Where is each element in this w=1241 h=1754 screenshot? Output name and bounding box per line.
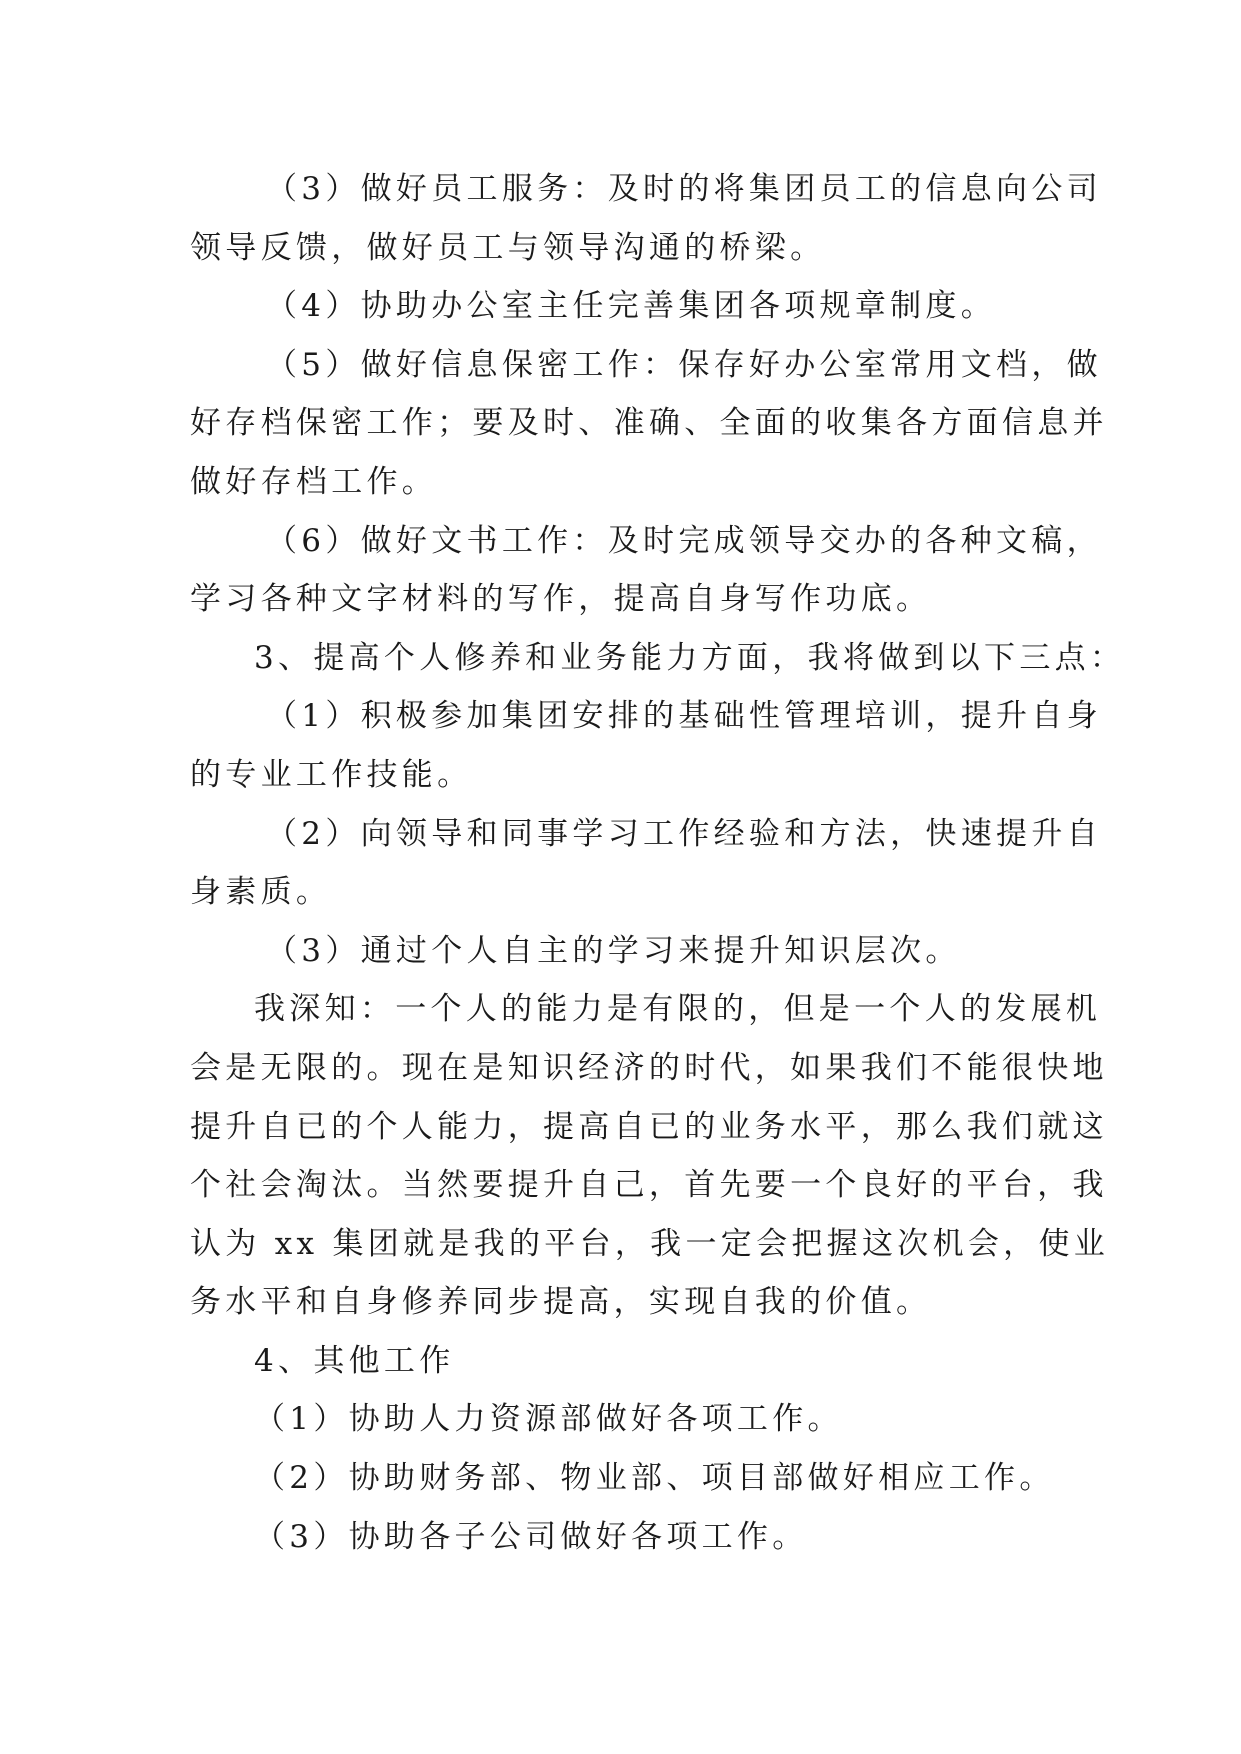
text-line: （5）做好信息保密工作：保存好办公室常用文档，做 [266, 346, 1102, 383]
section-heading: 4、其他工作 [254, 1342, 455, 1379]
text-line: 会是无限的。现在是知识经济的时代，如果我们不能很快地 [190, 1049, 1108, 1086]
text-line: （3）做好员工服务：及时的将集团员工的信息向公司 [266, 171, 1102, 207]
text-line: 的专业工作技能。 [190, 756, 473, 793]
text-line: （4）协助办公室主任完善集团各项规章制度。 [266, 288, 997, 325]
text-line: （3）通过个人自主的学习来提升知识层次。 [266, 932, 961, 969]
text-line: 学习各种文字材料的写作，提高自身写作功底。 [190, 581, 932, 618]
text-line: 好存档保密工作；要及时、准确、全面的收集各方面信息并 [190, 405, 1108, 442]
section-heading: 3、提高个人修养和业务能力方面，我将做到以下三点： [254, 639, 1126, 676]
text-line: 务水平和自身修养同步提高，实现自我的价值。 [190, 1284, 932, 1321]
text-line: （6）做好文书工作：及时完成领导交办的各种文稿， [266, 522, 1102, 559]
text-line: 提升自已的个人能力，提高自已的业务水平，那么我们就这 [190, 1108, 1108, 1145]
document-body [190, 160, 1126, 1566]
text-line: （1）协助人力资源部做好各项工作。 [254, 1401, 843, 1438]
text-line: 领导反馈，做好员工与领导沟通的桥梁。 [190, 229, 826, 266]
text-line: 做好存档工作。 [190, 463, 438, 500]
text-line: （2）向领导和同事学习工作经验和方法，快速提升自 [266, 815, 1102, 852]
text-line: （3）协助各子公司做好各项工作。 [254, 1518, 808, 1555]
text-line: 身素质。 [190, 874, 332, 911]
text-line: 我深知：一个人的能力是有限的，但是一个人的发展机 [254, 991, 1102, 1028]
text-line: （2）协助财务部、物业部、项目部做好相应工作。 [254, 1460, 1055, 1497]
text-line: 个社会淘汰。当然要提升自己，首先要一个良好的平台，我 [190, 1167, 1108, 1204]
text-line: （1）积极参加集团安排的基础性管理培训，提升自身 [266, 698, 1102, 735]
text-line: 认为 xx 集团就是我的平台，我一定会把握这次机会，使业 [190, 1225, 1110, 1262]
